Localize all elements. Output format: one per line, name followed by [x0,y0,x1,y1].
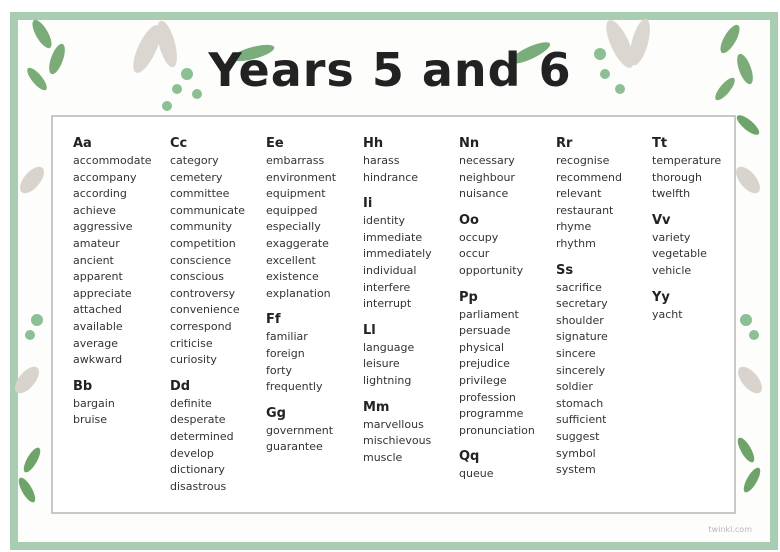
letter-group [459,448,535,483]
spelling-word: prejudice [459,357,510,371]
spelling-word: leisure [363,357,400,371]
spelling-word: sincere [556,346,596,360]
spelling-word: familiar [266,330,308,344]
spelling-word: curiosity [170,353,217,367]
word-column [266,135,336,465]
spelling-word: attached [73,303,122,317]
spelling-word: explanation [266,286,331,300]
spelling-word: rhythm [556,236,596,250]
spelling-word: accompany [73,170,137,184]
letter-group [363,195,432,313]
footer-watermark: twinkl.com [708,525,752,534]
letter-heading: Hh [363,136,384,151]
letter-group [363,399,432,467]
spelling-word: bargain [73,396,115,410]
spelling-word: secretary [556,297,608,311]
letter-group [73,135,152,369]
spelling-word: environment [266,170,337,184]
spelling-word: cemetery [170,170,223,184]
spelling-word: awkward [73,353,123,367]
spelling-word: hindrance [363,170,419,184]
word-column [73,135,152,438]
letter-group [652,135,721,203]
spelling-word: develop [170,446,214,460]
spelling-word: marvellous [363,417,424,431]
spelling-word: vehicle [652,263,692,277]
spelling-word: queue [459,467,494,481]
spelling-word: appreciate [73,286,132,300]
spelling-word: occupy [459,230,499,244]
spelling-word: according [73,187,127,201]
leaf-decoration-left-side [12,160,52,530]
letter-group [652,289,721,324]
spelling-word: criticise [170,336,213,350]
spelling-word: exaggerate [266,236,329,250]
spelling-word: dictionary [170,463,225,477]
spelling-word: twelfth [652,187,691,201]
spelling-word-board [51,115,736,514]
letter-group [363,135,432,186]
spelling-word: persuade [459,324,511,338]
spelling-word: occur [459,247,490,261]
letter-group [459,289,535,440]
spelling-word: neighbour [459,170,515,184]
spelling-word: shoulder [556,313,604,327]
spelling-word: recommend [556,170,622,184]
spelling-word: suggest [556,429,600,443]
letter-group [266,135,336,302]
letter-heading: Ii [363,196,373,212]
spelling-word: disastrous [170,479,227,493]
spelling-word: amateur [73,236,120,250]
letter-group [459,135,535,203]
spelling-word: frequently [266,380,323,394]
spelling-word: thorough [652,170,702,184]
word-column [652,135,721,332]
spelling-word: existence [266,270,319,284]
spelling-word: sufficient [556,413,607,427]
spelling-word: communicate [170,203,246,217]
spelling-word: immediate [363,230,423,244]
spelling-word: equipped [266,203,318,217]
letter-heading: Qq [459,449,480,465]
letter-group [266,405,336,456]
spelling-word: sacrifice [556,280,602,294]
letter-heading: Ll [363,322,376,338]
spelling-word: guarantee [266,440,323,454]
word-column [170,135,245,504]
letter-heading: Ff [266,312,281,328]
letter-heading: Tt [652,136,668,151]
letter-group [459,212,535,280]
spelling-word: accommodate [73,154,152,167]
spelling-word: forty [266,363,292,377]
spelling-word: recognise [556,154,610,167]
letter-heading: Ss [556,262,574,278]
spelling-word: interfere [363,280,411,294]
spelling-word: individual [363,263,417,277]
spelling-word: programme [459,407,524,421]
page-title: Years 5 and 6 [208,43,572,97]
spelling-word: competition [170,236,236,250]
word-column [363,135,432,475]
spelling-word: equipment [266,187,326,201]
spelling-word: community [170,220,233,234]
spelling-word: sincerely [556,363,606,377]
spelling-word: privilege [459,373,507,387]
spelling-word: pronunciation [459,423,535,437]
spelling-word: bruise [73,413,108,427]
spelling-word: opportunity [459,263,524,277]
spelling-word: harass [363,154,400,167]
spelling-word: stomach [556,396,604,410]
spelling-word: government [266,423,334,437]
letter-group [170,378,245,496]
letter-group [170,135,245,369]
spelling-word: embarrass [266,154,325,167]
spelling-word: language [363,340,415,354]
spelling-word: desperate [170,413,226,427]
letter-group [556,262,622,479]
spelling-word: identity [363,214,405,228]
spelling-word: physical [459,340,505,354]
spelling-word: aggressive [73,220,133,234]
letter-heading: Rr [556,136,573,151]
spelling-word: average [73,336,119,350]
letter-heading: Ee [266,136,284,151]
spelling-word: especially [266,220,321,234]
letter-heading: Dd [170,378,191,394]
spelling-word: mischievous [363,434,432,448]
spelling-word: restaurant [556,203,614,217]
letter-heading: Gg [266,405,286,421]
spelling-word: foreign [266,346,305,360]
spelling-word: necessary [459,154,515,167]
spelling-word: relevant [556,187,602,201]
spelling-word: convenience [170,303,240,317]
letter-heading: Bb [73,378,93,394]
spelling-word: available [73,319,123,333]
letter-heading: Cc [170,136,188,151]
spelling-word: achieve [73,203,116,217]
spelling-word: parliament [459,307,519,321]
letter-group [652,212,721,280]
letter-group [266,311,336,395]
spelling-word: correspond [170,319,232,333]
letter-heading: Mm [363,399,390,415]
spelling-word: temperature [652,154,722,167]
letter-heading: Vv [652,212,671,228]
spelling-word: nuisance [459,187,509,201]
letter-heading: Oo [459,212,479,228]
spelling-word: profession [459,390,516,404]
spelling-word: ancient [73,253,114,267]
spelling-word: conscience [170,253,232,267]
letter-heading: Pp [459,289,478,305]
letter-group [73,378,152,429]
spelling-word: vegetable [652,247,707,261]
spelling-word: definite [170,396,212,410]
spelling-word: lightning [363,373,412,387]
spelling-word: symbol [556,446,596,460]
spelling-word: conscious [170,270,225,284]
spelling-word: determined [170,429,234,443]
letter-heading: Aa [73,136,92,151]
word-column [556,135,622,488]
spelling-word: rhyme [556,220,592,234]
spelling-word: committee [170,187,230,201]
spelling-word: variety [652,230,691,244]
spelling-word: immediately [363,247,432,261]
word-column [459,135,535,492]
spelling-word: yacht [652,307,683,321]
spelling-word: category [170,154,219,167]
spelling-word: controversy [170,286,236,300]
spelling-word: excellent [266,253,316,267]
letter-heading: Nn [459,136,480,151]
spelling-word: soldier [556,380,593,394]
spelling-word: signature [556,330,608,344]
letter-heading: Yy [652,289,670,305]
letter-group [556,135,622,253]
spelling-word: apparent [73,270,123,284]
spelling-word: system [556,463,596,477]
spelling-word: muscle [363,450,403,464]
letter-group [363,322,432,390]
spelling-word: interrupt [363,297,412,311]
